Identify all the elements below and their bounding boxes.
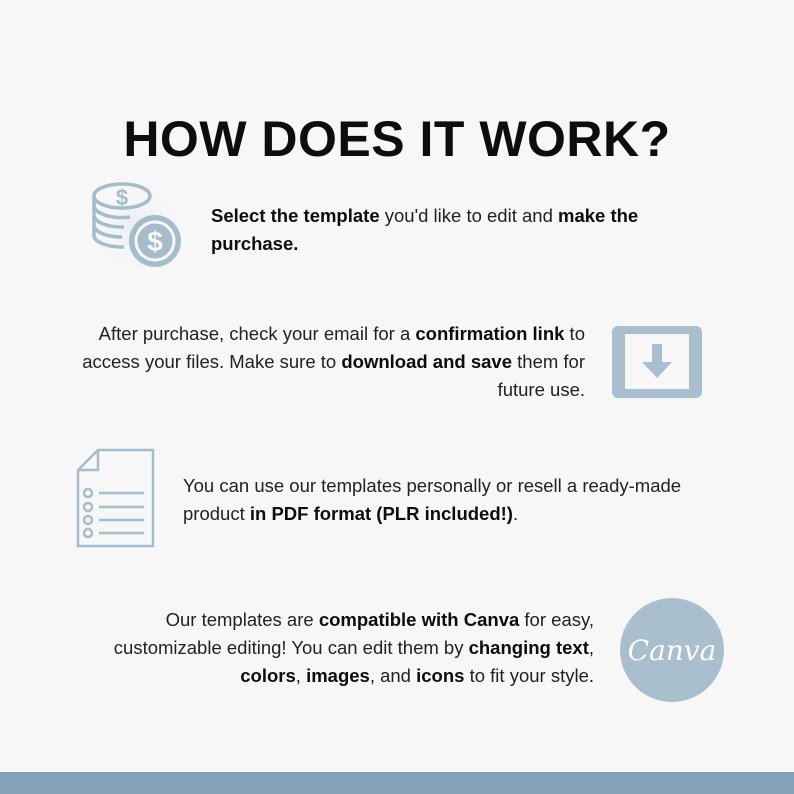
bold-text-segment: Select the template (211, 205, 380, 226)
bold-text-segment: compatible with Canva (318, 609, 520, 630)
text-segment: to access your files. Make sure to (82, 323, 585, 372)
text-segment: to fit your style. (464, 665, 594, 686)
bold-text-segment: in PDF format (PLR included!) (249, 503, 513, 524)
document-list-icon (76, 448, 156, 548)
bold-text-segment: changing text (468, 637, 589, 658)
text-segment: , (295, 665, 307, 686)
bold-text-segment: icons (416, 665, 465, 686)
canva-logo (619, 597, 725, 703)
text-segment: Our templates are (165, 609, 319, 630)
text-segment: you'd like to edit and (379, 205, 558, 226)
bold-text-segment: colors (240, 665, 296, 686)
step-1-text (211, 202, 711, 258)
text-segment: for easy, customizable editing! You can edit them by (113, 609, 594, 658)
step-4-text (60, 606, 594, 690)
canva-logo-text: Canva (627, 634, 717, 667)
text-segment: You can use our templates personally or resell a ready-made product (183, 475, 682, 524)
text-segment: . (512, 503, 519, 524)
bold-text-segment: download and save (341, 351, 512, 372)
text-segment: , (588, 637, 594, 658)
bottom-bar (0, 772, 794, 794)
svg-text:$: $ (115, 185, 129, 210)
svg-text:$: $ (147, 226, 163, 257)
text-segment: , and (369, 665, 417, 686)
download-icon (608, 322, 706, 402)
bold-text-segment: confirmation link (415, 323, 565, 344)
text-segment: After purchase, check your email for a (98, 323, 416, 344)
coins-icon (82, 172, 192, 282)
step-2-text (70, 320, 585, 404)
bold-text-segment: make the purchase. (211, 205, 639, 254)
step-3-text (183, 472, 733, 528)
bold-text-segment: images (306, 665, 370, 686)
text-segment: them for future use. (497, 351, 585, 400)
page-title: HOW DOES IT WORK? (123, 110, 671, 167)
